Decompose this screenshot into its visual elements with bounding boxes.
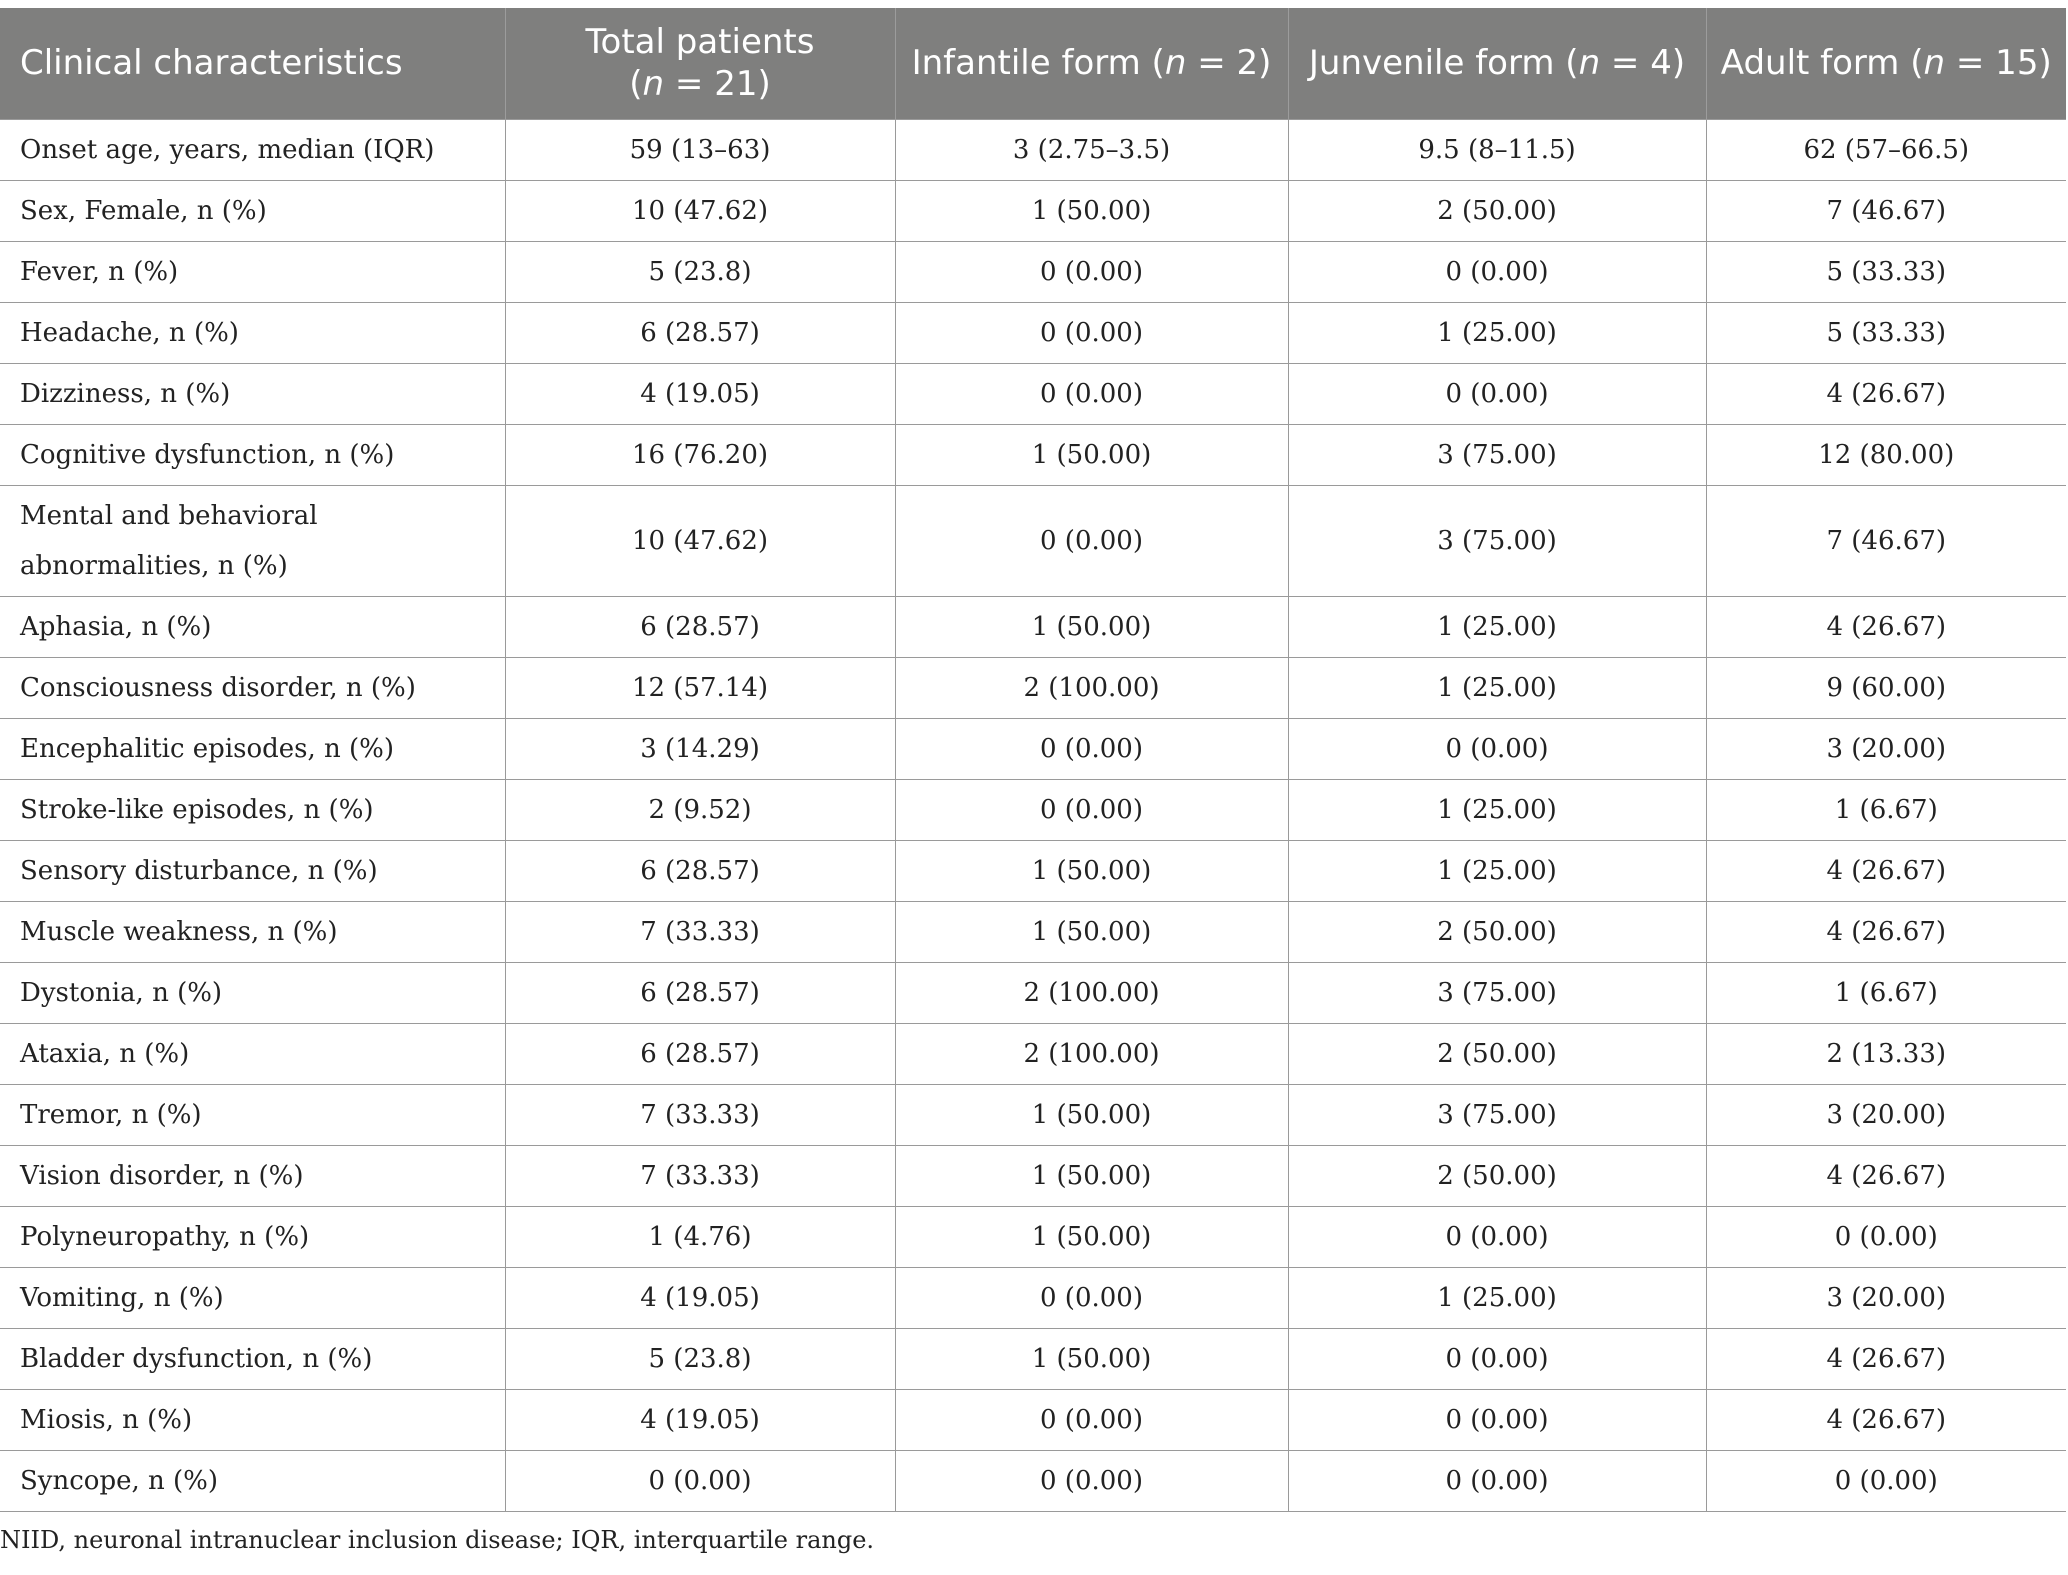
- cell-juvenile: 3 (75.00): [1288, 485, 1706, 596]
- cell-juvenile: 0 (0.00): [1288, 241, 1706, 302]
- cell-juvenile: 1 (25.00): [1288, 779, 1706, 840]
- table-row: [0, 1328, 2066, 1389]
- cell-juvenile: 0 (0.00): [1288, 1206, 1706, 1267]
- cell-adult: 4 (26.67): [1706, 1328, 2066, 1389]
- row-label: Muscle weakness, n (%): [0, 901, 505, 962]
- cell-adult: 4 (26.67): [1706, 840, 2066, 901]
- cell-adult: 1 (6.67): [1706, 962, 2066, 1023]
- cell-total: 6 (28.57): [505, 302, 895, 363]
- cell-total: 4 (19.05): [505, 1389, 895, 1450]
- header-juvenile-form: [1288, 8, 1706, 119]
- header-n-symbol: n: [1164, 43, 1187, 84]
- cell-infantile: 1 (50.00): [895, 840, 1288, 901]
- cell-infantile: 2 (100.00): [895, 1023, 1288, 1084]
- cell-adult: 5 (33.33): [1706, 241, 2066, 302]
- row-label: Encephalitic episodes, n (%): [0, 718, 505, 779]
- header-n-symbol: n: [1923, 43, 1946, 84]
- cell-total: 10 (47.62): [505, 180, 895, 241]
- cell-total: 4 (19.05): [505, 1267, 895, 1328]
- table-row: [0, 485, 2066, 596]
- header-n-symbol: n: [1578, 43, 1601, 84]
- cell-adult: 4 (26.67): [1706, 901, 2066, 962]
- row-label: Mental and behavioral abnormalities, n (%): [0, 485, 505, 596]
- row-label: Headache, n (%): [0, 302, 505, 363]
- cell-infantile: 3 (2.75–3.5): [895, 119, 1288, 180]
- table-row: [0, 657, 2066, 718]
- cell-juvenile: 1 (25.00): [1288, 302, 1706, 363]
- row-label: Aphasia, n (%): [0, 596, 505, 657]
- cell-adult: 0 (0.00): [1706, 1206, 2066, 1267]
- cell-juvenile: 9.5 (8–11.5): [1288, 119, 1706, 180]
- cell-infantile: 0 (0.00): [895, 363, 1288, 424]
- cell-total: 7 (33.33): [505, 1145, 895, 1206]
- cell-infantile: 1 (50.00): [895, 901, 1288, 962]
- cell-infantile: 0 (0.00): [895, 241, 1288, 302]
- table-footnote: NIID, neuronal intranuclear inclusion disease; IQR, interquartile range.: [0, 1526, 875, 1554]
- table-row: [0, 180, 2066, 241]
- cell-adult: 3 (20.00): [1706, 1267, 2066, 1328]
- table-header: [0, 8, 2066, 119]
- table-row: [0, 1450, 2066, 1511]
- table-row: [0, 119, 2066, 180]
- row-label: Sensory disturbance, n (%): [0, 840, 505, 901]
- cell-infantile: 0 (0.00): [895, 1389, 1288, 1450]
- row-label: Syncope, n (%): [0, 1450, 505, 1511]
- cell-total: 59 (13–63): [505, 119, 895, 180]
- header-adult-label: Adult form (: [1720, 43, 1924, 84]
- table-row: [0, 424, 2066, 485]
- cell-total: 4 (19.05): [505, 363, 895, 424]
- table-row: [0, 596, 2066, 657]
- row-label: Cognitive dysfunction, n (%): [0, 424, 505, 485]
- header-juvenile-value: = 4): [1600, 43, 1686, 84]
- header-infantile-form: [895, 8, 1288, 119]
- cell-total: 6 (28.57): [505, 962, 895, 1023]
- table-row: [0, 840, 2066, 901]
- cell-total: 6 (28.57): [505, 840, 895, 901]
- header-adult-value: = 15): [1945, 43, 2052, 84]
- cell-adult: 3 (20.00): [1706, 718, 2066, 779]
- cell-infantile: 0 (0.00): [895, 1267, 1288, 1328]
- cell-juvenile: 1 (25.00): [1288, 840, 1706, 901]
- cell-infantile: 0 (0.00): [895, 718, 1288, 779]
- row-label: Vision disorder, n (%): [0, 1145, 505, 1206]
- cell-juvenile: 1 (25.00): [1288, 657, 1706, 718]
- cell-adult: 1 (6.67): [1706, 779, 2066, 840]
- table-body: [0, 119, 2066, 1511]
- row-label: Ataxia, n (%): [0, 1023, 505, 1084]
- cell-adult: 4 (26.67): [1706, 596, 2066, 657]
- table-row: [0, 718, 2066, 779]
- header-clinical-characteristics: Clinical characteristics: [20, 43, 403, 84]
- cell-infantile: 1 (50.00): [895, 596, 1288, 657]
- cell-total: 1 (4.76): [505, 1206, 895, 1267]
- table-row: [0, 1206, 2066, 1267]
- cell-juvenile: 1 (25.00): [1288, 1267, 1706, 1328]
- cell-adult: 2 (13.33): [1706, 1023, 2066, 1084]
- table-row: [0, 1084, 2066, 1145]
- cell-juvenile: 2 (50.00): [1288, 1023, 1706, 1084]
- cell-adult: 12 (80.00): [1706, 424, 2066, 485]
- header-infantile-value: = 2): [1186, 43, 1272, 84]
- header-total-patients-label: Total patients: [585, 22, 815, 63]
- row-label: Dizziness, n (%): [0, 363, 505, 424]
- table-row: [0, 363, 2066, 424]
- cell-infantile: 1 (50.00): [895, 180, 1288, 241]
- cell-adult: 3 (20.00): [1706, 1084, 2066, 1145]
- cell-adult: 4 (26.67): [1706, 1389, 2066, 1450]
- cell-total: 3 (14.29): [505, 718, 895, 779]
- cell-infantile: 1 (50.00): [895, 1145, 1288, 1206]
- cell-adult: 62 (57–66.5): [1706, 119, 2066, 180]
- cell-adult: 4 (26.67): [1706, 363, 2066, 424]
- cell-infantile: 1 (50.00): [895, 1084, 1288, 1145]
- table-row: [0, 901, 2066, 962]
- cell-infantile: 2 (100.00): [895, 962, 1288, 1023]
- row-label: Polyneuropathy, n (%): [0, 1206, 505, 1267]
- row-label: Miosis, n (%): [0, 1389, 505, 1450]
- header-total-patients: [505, 8, 895, 119]
- table-row: [0, 1267, 2066, 1328]
- cell-juvenile: 2 (50.00): [1288, 901, 1706, 962]
- cell-infantile: 1 (50.00): [895, 1206, 1288, 1267]
- header-n-symbol: n: [642, 64, 665, 105]
- header-infantile-label: Infantile form (: [911, 43, 1165, 84]
- table-row: [0, 241, 2066, 302]
- header-total-patients-count: (n = 21): [629, 64, 771, 105]
- row-label: Tremor, n (%): [0, 1084, 505, 1145]
- row-label: Vomiting, n (%): [0, 1267, 505, 1328]
- table-row: [0, 302, 2066, 363]
- cell-infantile: 0 (0.00): [895, 485, 1288, 596]
- cell-total: 16 (76.20): [505, 424, 895, 485]
- cell-total: 0 (0.00): [505, 1450, 895, 1511]
- row-label: Bladder dysfunction, n (%): [0, 1328, 505, 1389]
- table-row: [0, 1145, 2066, 1206]
- cell-adult: 9 (60.00): [1706, 657, 2066, 718]
- row-label: Stroke-like episodes, n (%): [0, 779, 505, 840]
- cell-juvenile: 2 (50.00): [1288, 1145, 1706, 1206]
- cell-adult: 7 (46.67): [1706, 180, 2066, 241]
- cell-adult: 0 (0.00): [1706, 1450, 2066, 1511]
- clinical-characteristics-table: [0, 8, 2066, 1512]
- table-row: [0, 1023, 2066, 1084]
- cell-infantile: 1 (50.00): [895, 424, 1288, 485]
- cell-juvenile: 0 (0.00): [1288, 363, 1706, 424]
- cell-total: 5 (23.8): [505, 1328, 895, 1389]
- cell-total: 5 (23.8): [505, 241, 895, 302]
- row-label: Dystonia, n (%): [0, 962, 505, 1023]
- cell-total: 6 (28.57): [505, 1023, 895, 1084]
- table-row: [0, 1389, 2066, 1450]
- cell-total: 12 (57.14): [505, 657, 895, 718]
- cell-adult: 7 (46.67): [1706, 485, 2066, 596]
- cell-total: 2 (9.52): [505, 779, 895, 840]
- cell-total: 7 (33.33): [505, 901, 895, 962]
- row-label: Fever, n (%): [0, 241, 505, 302]
- cell-adult: 5 (33.33): [1706, 302, 2066, 363]
- cell-juvenile: 3 (75.00): [1288, 962, 1706, 1023]
- table-row: [0, 962, 2066, 1023]
- header-row: [0, 8, 2066, 119]
- cell-adult: 4 (26.67): [1706, 1145, 2066, 1206]
- cell-juvenile: 0 (0.00): [1288, 1450, 1706, 1511]
- cell-juvenile: 0 (0.00): [1288, 1328, 1706, 1389]
- cell-infantile: 0 (0.00): [895, 302, 1288, 363]
- cell-total: 6 (28.57): [505, 596, 895, 657]
- cell-infantile: 0 (0.00): [895, 779, 1288, 840]
- cell-juvenile: 1 (25.00): [1288, 596, 1706, 657]
- header-adult-form: [1706, 8, 2066, 119]
- table-row: [0, 779, 2066, 840]
- cell-total: 7 (33.33): [505, 1084, 895, 1145]
- header-total-patients-value: = 21): [664, 64, 771, 105]
- row-label: Consciousness disorder, n (%): [0, 657, 505, 718]
- cell-infantile: 2 (100.00): [895, 657, 1288, 718]
- row-label: Sex, Female, n (%): [0, 180, 505, 241]
- cell-infantile: 1 (50.00): [895, 1328, 1288, 1389]
- cell-total: 10 (47.62): [505, 485, 895, 596]
- cell-juvenile: 0 (0.00): [1288, 1389, 1706, 1450]
- cell-infantile: 0 (0.00): [895, 1450, 1288, 1511]
- cell-juvenile: 0 (0.00): [1288, 718, 1706, 779]
- cell-juvenile: 2 (50.00): [1288, 180, 1706, 241]
- row-label: Onset age, years, median (IQR): [0, 119, 505, 180]
- cell-juvenile: 3 (75.00): [1288, 424, 1706, 485]
- header-juvenile-label: Junvenile form (: [1308, 43, 1579, 84]
- cell-juvenile: 3 (75.00): [1288, 1084, 1706, 1145]
